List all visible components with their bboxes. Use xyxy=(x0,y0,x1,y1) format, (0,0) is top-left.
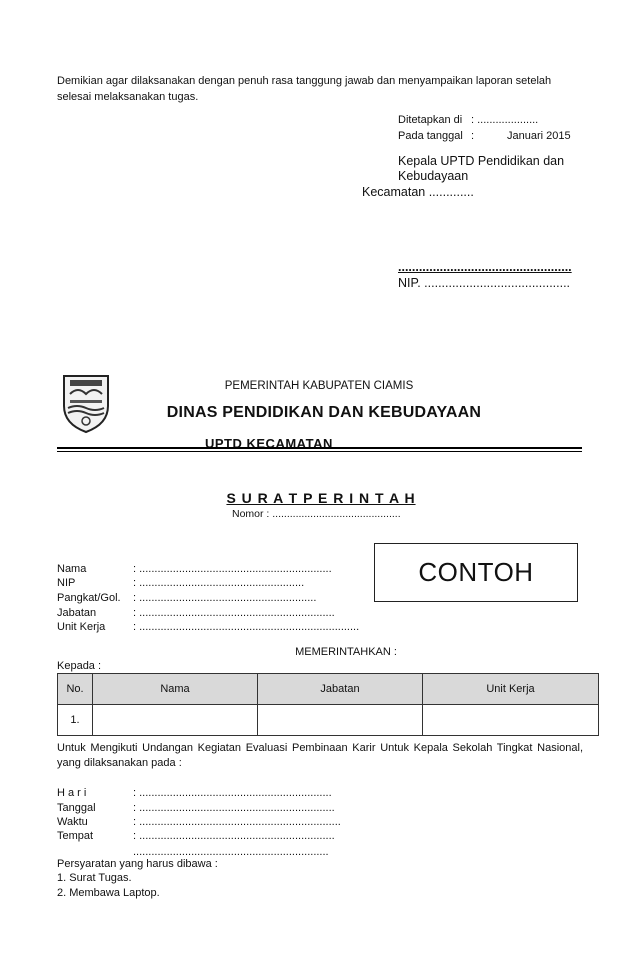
table-header-row xyxy=(58,674,599,705)
schedule-value: : ............................................................... xyxy=(133,787,332,799)
schedule-label: Waktu xyxy=(57,816,88,828)
table-cell xyxy=(93,705,258,736)
contoh-stamp: CONTOH xyxy=(374,543,578,602)
signer-nip-line: NIP. .......................................... xyxy=(398,276,571,290)
table-header: No. xyxy=(58,674,93,705)
letterhead-rule-top xyxy=(57,447,582,449)
table-header: Unit Kerja xyxy=(423,674,599,705)
ditetapkan-label: Ditetapkan di xyxy=(398,114,463,126)
schedule-label: Tempat xyxy=(57,830,94,842)
ditetapkan-value: : .................... xyxy=(471,114,539,126)
schedule-hari xyxy=(57,786,332,801)
tanggal-row xyxy=(398,129,571,144)
field-pangkat xyxy=(57,591,316,606)
tanggal-label: Pada tanggal xyxy=(398,130,463,142)
field-nama xyxy=(57,562,332,577)
purpose-text: Untuk Mengikuti Undangan Kegiatan Evaluasi Pembinaan Karir Untuk Kepala Sekolah Tingkat Nasional, yang dilaksanakan pada : xyxy=(57,742,583,769)
letterhead-rule-bottom xyxy=(57,451,582,452)
schedule-waktu xyxy=(57,815,341,830)
field-value: : ............................................................... xyxy=(133,563,332,575)
document-title: S U R A T P E R I N T A H xyxy=(226,490,416,506)
field-value: : ........................................................................ xyxy=(133,621,360,633)
letterhead-line-1: PEMERINTAH KABUPATEN CIAMIS xyxy=(224,380,414,392)
signer-name-line: .................................................. xyxy=(398,260,572,274)
letterhead-line-2: DINAS PENDIDIKAN DAN KEBUDAYAAN xyxy=(166,404,482,421)
ditetapkan-row xyxy=(398,113,538,128)
assignee-table xyxy=(57,673,599,736)
field-label: Nama xyxy=(57,563,87,575)
schedule-label: H a r i xyxy=(57,787,87,799)
schedule-tanggal xyxy=(57,801,335,816)
requirement-item: 1. Surat Tugas. xyxy=(57,872,132,884)
field-label: Unit Kerja xyxy=(57,621,106,633)
table-header: Jabatan xyxy=(258,674,423,705)
table-cell xyxy=(423,705,599,736)
requirement-item: 2. Membawa Laptop. xyxy=(57,887,160,899)
field-value: : ...................................................... xyxy=(133,577,305,589)
schedule-value: : .................................................................. xyxy=(133,816,341,828)
field-label: NIP xyxy=(57,577,76,589)
tanggal-value: Januari 2015 xyxy=(507,130,571,142)
field-value: : .......................................................... xyxy=(133,592,317,604)
order-heading: MEMERINTAHKAN : xyxy=(295,646,397,658)
closing-paragraph: Demikian agar dilaksanakan dengan penuh rasa tanggung jawab dan menyampaikan laporan setelah selesai melaksanakan tugas. xyxy=(57,75,552,103)
field-label: Jabatan xyxy=(57,607,97,619)
schedule-tempat xyxy=(57,829,335,844)
signer-line-3: Kecamatan ............. xyxy=(362,185,474,199)
schedule-value: ................................................................ xyxy=(133,846,329,858)
schedule-value: : ................................................................ xyxy=(133,830,335,842)
schedule-label: Tanggal xyxy=(57,802,96,814)
field-label: Pangkat/Gol. xyxy=(57,592,121,604)
tanggal-colon: : xyxy=(471,130,475,142)
letterhead-line-3: UPTD KECAMATAN xyxy=(205,436,333,448)
field-value: : ................................................................ xyxy=(133,607,335,619)
order-kepada: Kepada : xyxy=(57,660,102,672)
field-jabatan xyxy=(57,606,335,621)
field-unit-kerja xyxy=(57,620,359,635)
table-cell xyxy=(258,705,423,736)
table-row xyxy=(58,705,599,736)
document-nomor: Nomor : ............................................ xyxy=(232,508,401,520)
signer-line-2: Kebudayaan xyxy=(398,169,469,183)
table-cell: 1. xyxy=(58,705,93,736)
field-nip xyxy=(57,576,304,591)
table-header: Nama xyxy=(93,674,258,705)
signer-line-1: Kepala UPTD Pendidikan dan xyxy=(398,154,565,168)
requirements-heading: Persyaratan yang harus dibawa : xyxy=(57,858,218,870)
schedule-value: : ................................................................ xyxy=(133,802,335,814)
